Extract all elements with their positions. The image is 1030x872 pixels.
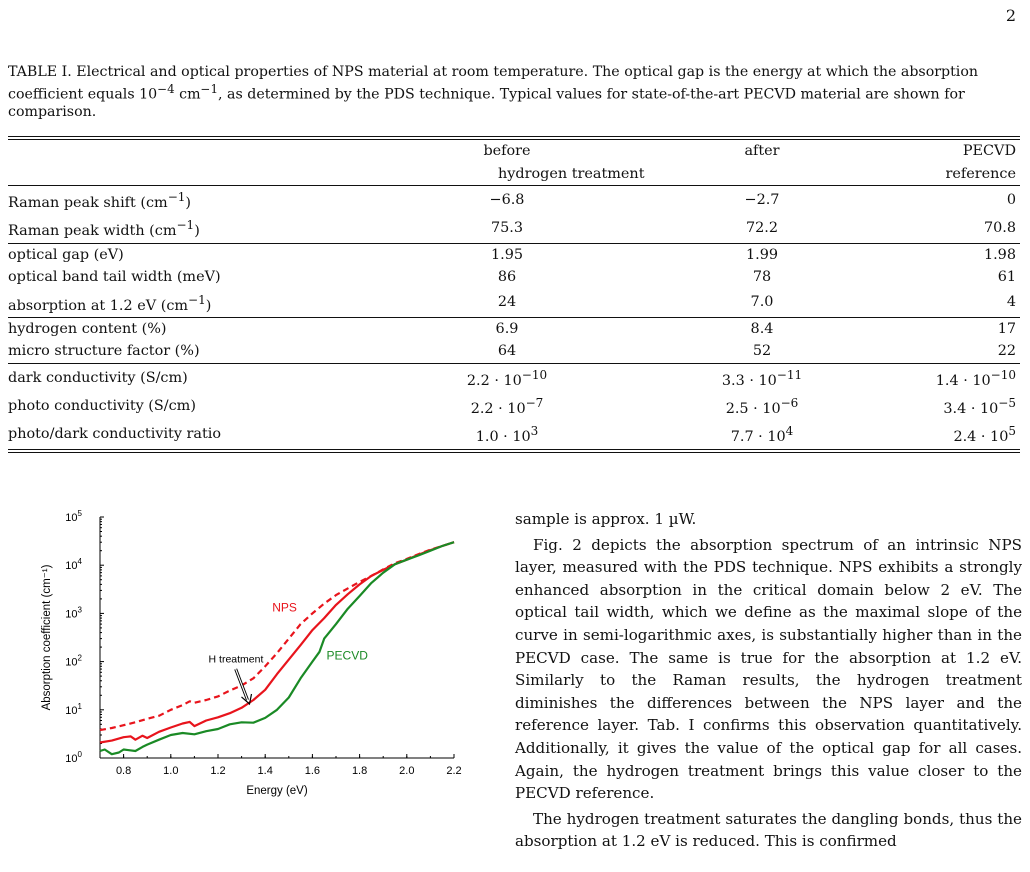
cell-after <box>622 289 902 318</box>
y-tick-base: 10 <box>65 512 78 524</box>
table-row <box>8 363 1020 392</box>
x-tick-label: 2.0 <box>399 765 415 777</box>
paragraph-3: The hydrogen treatment saturates the dangling bonds, thus the absorption at 1.2 eV is reduced. This is confirmed <box>515 809 1022 851</box>
cell-reference <box>902 420 1020 448</box>
x-tick-label: 1.2 <box>210 765 226 777</box>
header-hydrogen-treatment: hydrogen treatment <box>498 165 645 182</box>
cell-reference <box>902 340 1020 363</box>
row-label-superscript: −1 <box>167 190 186 204</box>
header-after: after <box>744 143 780 159</box>
cell-after-exponent: −11 <box>776 367 803 382</box>
row-label-superscript: −1 <box>176 218 195 233</box>
y-tick-base: 10 <box>65 608 78 621</box>
table-row <box>8 289 1020 318</box>
cell-after-exponent: −6 <box>780 396 799 411</box>
cell-before-value: 2.2 · 10 <box>470 400 526 417</box>
nps-h-treated-line <box>100 542 454 742</box>
cell-reference-value: 3.4 · 10 <box>943 400 999 417</box>
absorption-chart <box>30 500 470 820</box>
cell-before <box>392 243 622 266</box>
cell-after-value: 8.4 <box>750 320 774 337</box>
cell-after-value: 2.5 · 10 <box>725 400 781 417</box>
cell-reference <box>902 214 1020 243</box>
cell-after <box>622 214 902 243</box>
x-tick-label: 1.6 <box>304 765 321 777</box>
cell-reference <box>902 317 1020 340</box>
cell-after-value: 72.2 <box>745 220 779 237</box>
cell-reference-exponent: 5 <box>1008 424 1016 439</box>
cell-before <box>392 363 622 392</box>
cell-before-value: 64 <box>497 343 517 360</box>
cell-before-value: 24 <box>497 294 517 311</box>
cell-reference-value: 22 <box>997 343 1016 360</box>
row-label-end: ) <box>205 297 212 314</box>
cell-after <box>622 186 902 215</box>
x-tick-label: 2.2 <box>446 765 462 777</box>
table-row <box>8 186 1020 215</box>
y-tick-exponent: 4 <box>77 557 82 567</box>
y-tick-exponent: 0 <box>77 750 82 759</box>
y-tick-label <box>65 702 82 717</box>
cell-before-exponent: 3 <box>530 424 539 439</box>
header-empty-cell <box>8 140 392 163</box>
y-tick-exponent: 2 <box>77 653 82 663</box>
row-label <box>8 289 392 318</box>
cell-before <box>392 340 622 363</box>
cell-reference-value: 17 <box>997 320 1016 337</box>
cell-before-exponent: −10 <box>521 367 548 382</box>
row-label <box>8 340 392 363</box>
x-tick-label: 1.0 <box>163 765 179 777</box>
header-reference: reference <box>945 165 1016 182</box>
x-tick-label: 0.8 <box>115 765 132 777</box>
cell-reference <box>902 289 1020 318</box>
table-caption <box>8 64 1020 121</box>
x-tick-label: 1.4 <box>257 765 273 777</box>
paragraph-1: sample is approx. 1 µW. <box>515 510 697 528</box>
pecvd-label: PECVD <box>326 648 368 663</box>
h-treatment-label: H treatment <box>208 653 264 666</box>
pecvd-line <box>100 542 454 754</box>
cell-before <box>392 266 622 289</box>
row-label-text: Raman peak width (cm <box>8 223 177 240</box>
row-label-superscript: −1 <box>188 292 206 307</box>
caption-superscript: −4 <box>157 82 175 96</box>
row-label-end: ) <box>194 223 200 240</box>
table-row <box>8 340 1020 363</box>
y-tick-base: 10 <box>65 753 78 765</box>
caption-text: TABLE I. Electrical and optical properties of NPS material at room temperature. The optical gap is the energy at which the absorption coefficient equals 10 <box>8 64 979 103</box>
y-tick-exponent: 3 <box>77 605 82 615</box>
y-tick-label <box>65 605 82 620</box>
cell-before <box>392 186 622 215</box>
y-tick-exponent: 5 <box>77 509 82 518</box>
table-body <box>8 140 1020 449</box>
caption-superscript: −1 <box>200 82 218 96</box>
row-label <box>8 214 392 243</box>
cell-before <box>392 214 622 243</box>
cell-before-exponent: −7 <box>525 396 544 411</box>
caption-text: , as determined by the PDS technique. Typical values for state-of-the-art PECVD material are shown for comparison. <box>8 86 965 120</box>
cell-before <box>392 392 622 420</box>
cell-after-value: −2.7 <box>744 191 780 208</box>
cell-reference-value: 2.4 · 10 <box>953 429 1009 446</box>
cell-reference-value: 1.98 <box>983 246 1016 263</box>
table-row <box>8 266 1020 289</box>
cell-before <box>392 420 622 448</box>
cell-before-value: 6.9 <box>495 320 519 337</box>
row-label <box>8 243 392 266</box>
cell-reference-value: 1.4 · 10 <box>935 372 991 389</box>
row-label <box>8 317 392 340</box>
cell-reference <box>902 186 1020 215</box>
cell-reference <box>902 392 1020 420</box>
y-tick-exponent: 1 <box>77 701 82 711</box>
cell-before-value: 86 <box>497 269 517 286</box>
x-axis-title: Energy (eV) <box>246 785 308 797</box>
y-tick-base: 10 <box>65 656 78 669</box>
cell-after <box>622 420 902 448</box>
cell-before-value: 1.0 · 10 <box>475 429 531 446</box>
body-text <box>515 508 1022 853</box>
caption-text: cm <box>174 86 201 103</box>
cell-before <box>392 289 622 318</box>
nps-label: NPS <box>272 600 297 615</box>
header-before: before <box>483 143 531 159</box>
row-label-text: dark conductivity (S/cm) <box>8 369 188 386</box>
row-label-text: optical band tail width (meV) <box>8 269 221 286</box>
row-label-text: micro structure factor (%) <box>8 343 200 360</box>
y-tick-label <box>65 509 82 524</box>
cell-after <box>622 317 902 340</box>
cell-after <box>622 243 902 266</box>
cell-before-value: −6.8 <box>489 191 525 208</box>
cell-after-value: 1.99 <box>745 246 779 263</box>
cell-before-value: 2.2 · 10 <box>466 372 522 389</box>
cell-reference-value: 70.8 <box>983 220 1016 237</box>
cell-reference-value: 61 <box>997 269 1016 286</box>
row-label-text: hydrogen content (%) <box>8 320 167 337</box>
table-row <box>8 420 1020 448</box>
cell-after <box>622 340 902 363</box>
cell-after-value: 52 <box>752 343 772 360</box>
bottom-double-rule <box>8 449 1020 453</box>
y-axis-title: Absorption coefficient (cm⁻¹) <box>41 564 53 711</box>
row-label-text: Raman peak shift (cm <box>8 194 168 211</box>
cell-after-exponent: 4 <box>785 424 794 439</box>
table-header-row <box>8 140 1020 163</box>
cell-reference <box>902 243 1020 266</box>
row-label <box>8 420 392 448</box>
cell-reference <box>902 363 1020 392</box>
paragraph-2: Fig. 2 depicts the absorption spectrum of an intrinsic NPS layer, measured with the PDS technique. NPS exhibits a strongly enhanced absorption in the critical domain below 2 eV. The optical tail width, which we define as the maximal slope of the curve in semi-logarithmic axes, is substantially higher than in the PECVD case. The same is true for the absorption at 1.2 eV. Similarly to the Raman results, the hydrogen treatment diminishes the differences between the NPS layer and the reference layer. Tab. I confirms this observation quantitatively. Additionally, it gives the value of the optical gap for all cases. Again, the hydrogen treatment brings this value closer to the PECVD reference. <box>515 535 1022 803</box>
cell-after-value: 78 <box>752 269 772 286</box>
chart-series <box>100 542 454 754</box>
cell-before-value: 75.3 <box>490 220 524 237</box>
cell-reference-value: 0 <box>1006 191 1016 208</box>
row-label-text: photo/dark conductivity ratio <box>8 426 222 443</box>
y-tick-base: 10 <box>65 704 78 717</box>
cell-before <box>392 317 622 340</box>
header-empty-cell <box>8 163 392 186</box>
row-label <box>8 186 392 215</box>
row-label <box>8 363 392 392</box>
cell-after <box>622 266 902 289</box>
row-label-text: optical gap (eV) <box>8 246 124 263</box>
nps-dashed-line <box>100 542 454 730</box>
cell-after-value: 7.7 · 10 <box>730 429 786 446</box>
table-row <box>8 214 1020 243</box>
row-label <box>8 266 392 289</box>
row-label-end: ) <box>185 194 192 211</box>
cell-after-value: 7.0 <box>750 294 774 311</box>
y-tick-base: 10 <box>65 560 78 573</box>
row-label-text: absorption at 1.2 eV (cm <box>8 297 189 314</box>
table-row <box>8 243 1020 266</box>
y-tick-label <box>65 750 82 765</box>
table-row <box>8 317 1020 340</box>
cell-reference <box>902 266 1020 289</box>
row-label-text: photo conductivity (S/cm) <box>8 398 196 415</box>
cell-after-value: 3.3 · 10 <box>721 372 777 389</box>
x-tick-label: 1.8 <box>351 765 368 777</box>
cell-after <box>622 363 902 392</box>
h-treatment-arrow-inner <box>236 669 248 700</box>
table-row <box>8 392 1020 420</box>
y-tick-label <box>65 654 82 669</box>
row-label <box>8 392 392 420</box>
page-number: 2 <box>1005 6 1016 25</box>
cell-reference-value: 4 <box>1006 294 1016 311</box>
header-pecvd: PECVD <box>962 143 1016 159</box>
properties-table <box>8 136 1020 453</box>
cell-reference-exponent: −10 <box>990 367 1016 382</box>
cell-before-value: 1.95 <box>490 246 524 263</box>
y-tick-label <box>65 557 82 572</box>
table-header-row <box>8 163 1020 186</box>
absorption-figure <box>30 500 470 820</box>
cell-after <box>622 392 902 420</box>
cell-reference-exponent: −5 <box>998 396 1016 411</box>
